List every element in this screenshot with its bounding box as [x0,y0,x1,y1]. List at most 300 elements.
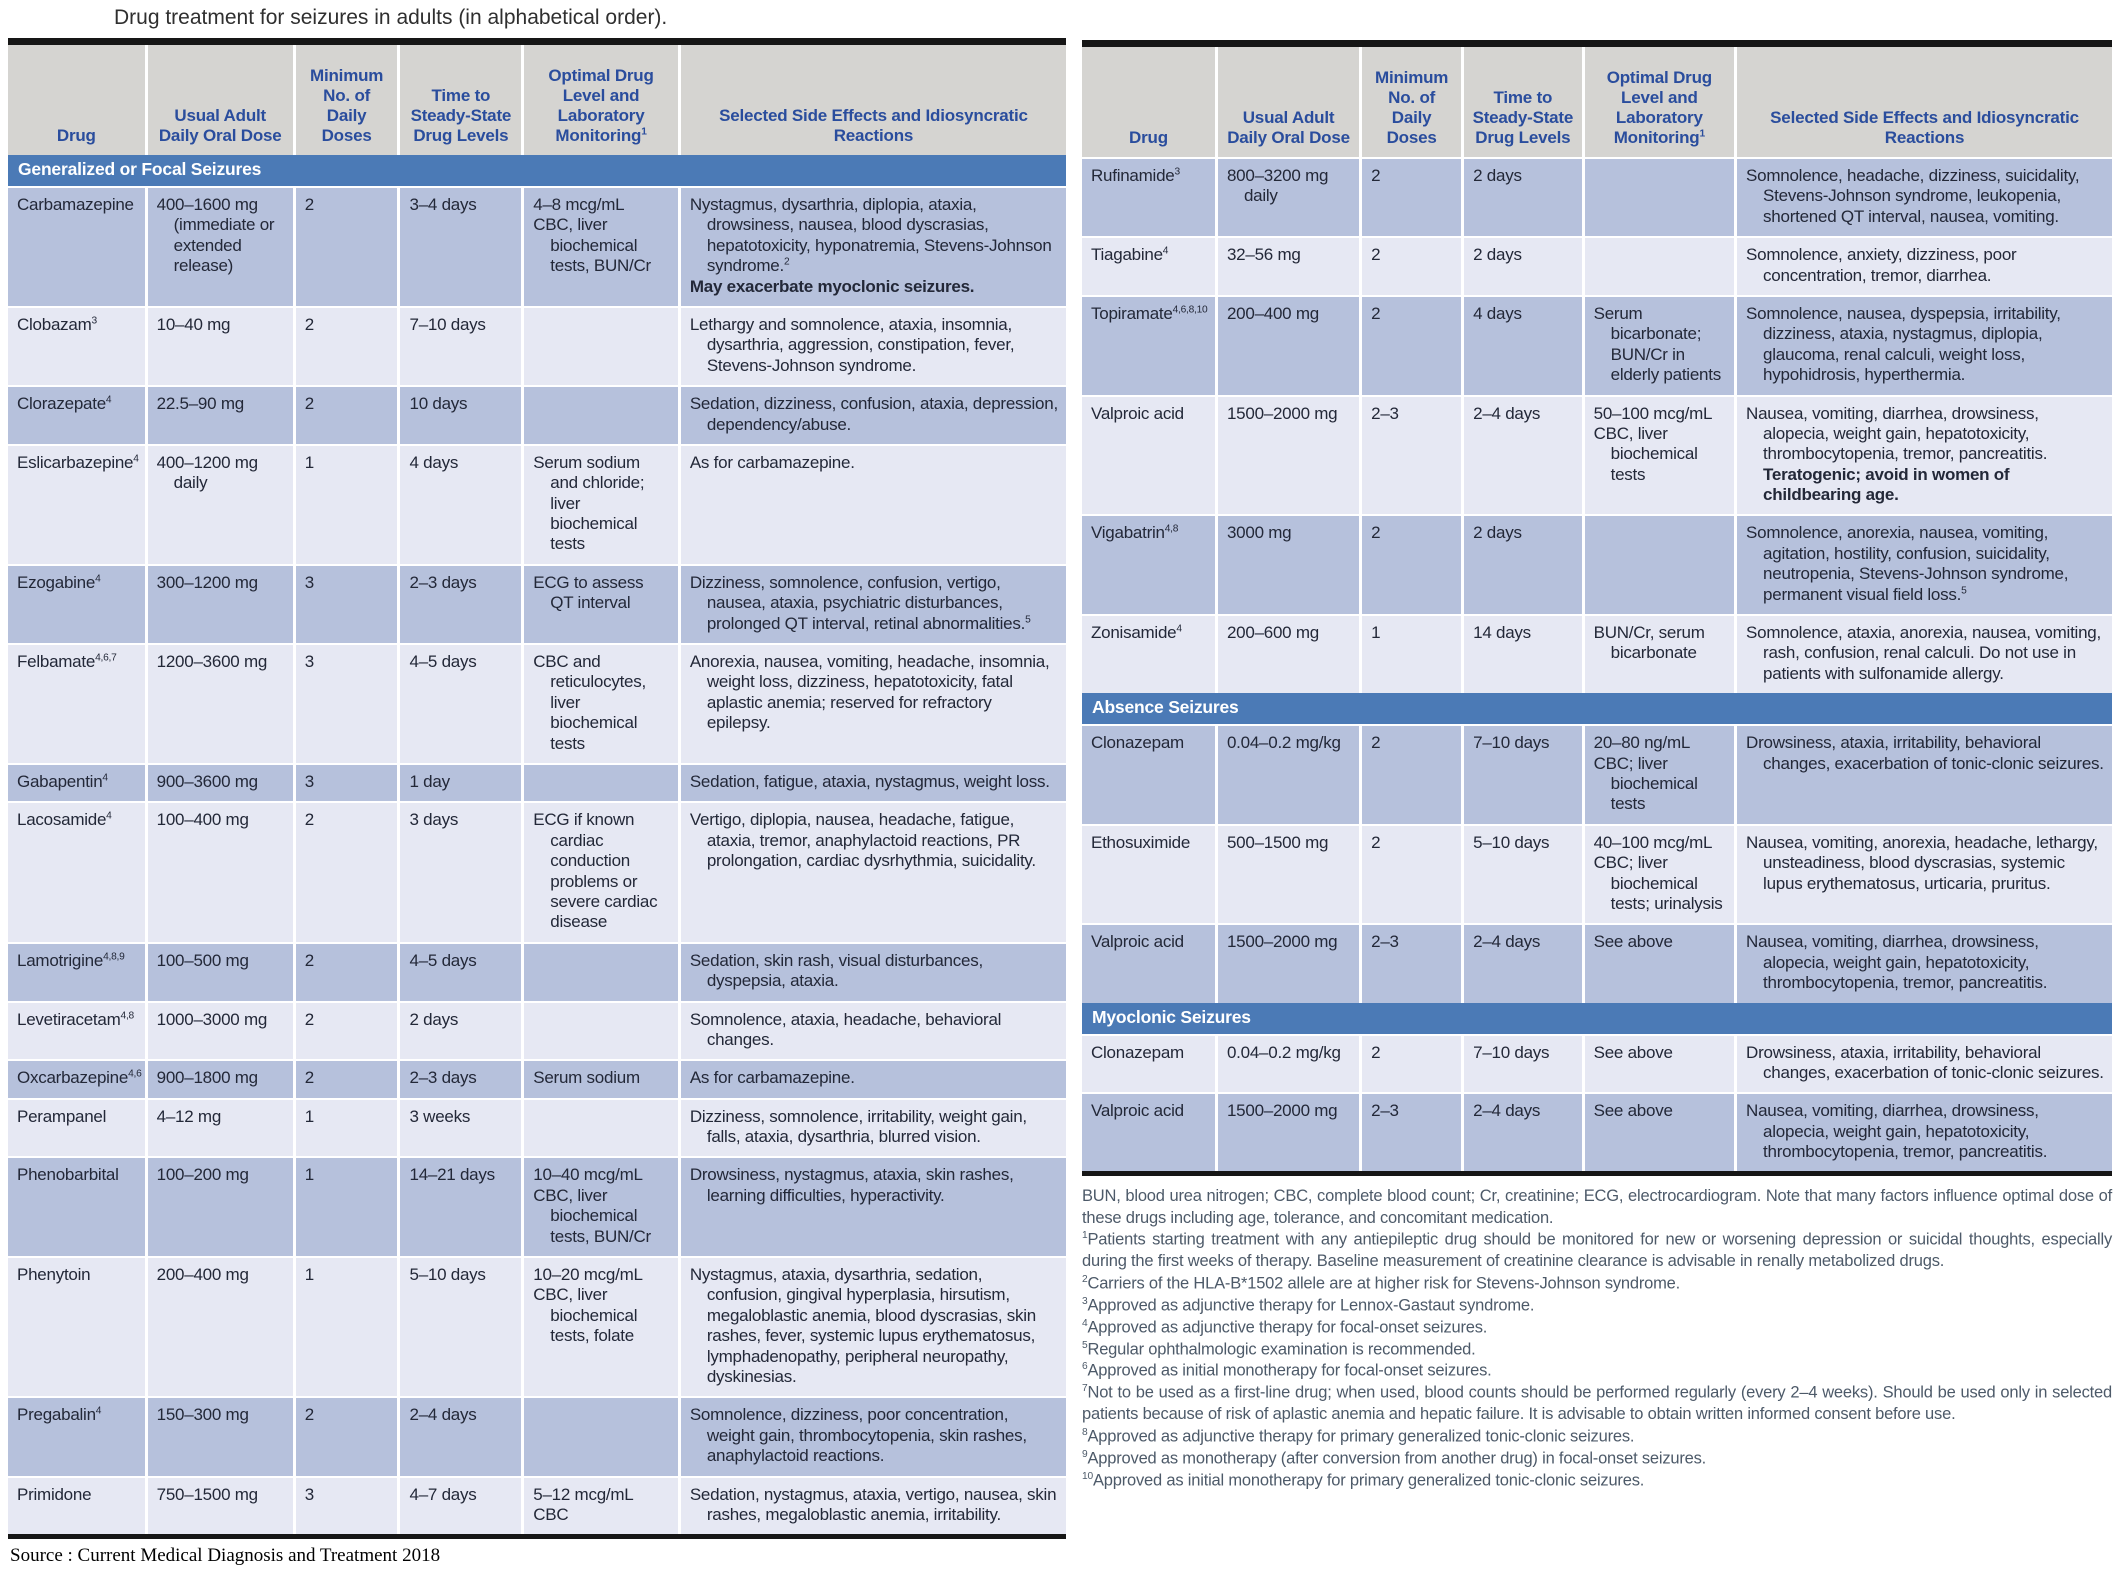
cell-text: 0.04–0.2 mg/kg [1226,1042,1341,1062]
steady-state-time-cell: 2–4 days [1464,1094,1585,1171]
dose-cell [148,765,296,801]
cell-text: CBC; liver biochemical tests; urinalysis [1593,853,1723,913]
cell-text: 200–600 mg [1226,623,1319,643]
dose-cell [148,803,296,941]
column-header [148,45,296,155]
column-header-label: Time to Steady-State Drug Levels [410,85,512,145]
steady-state-time-cell: 2 days [400,1003,524,1060]
side-effects-cell [1737,159,2112,236]
dose-cell [148,1258,296,1396]
side-effects-paragraph [690,1165,1058,1206]
table-row [8,306,1066,385]
side-effects-cell [681,1003,1066,1060]
side-effects-paragraph [1746,304,2104,386]
column-header [400,45,524,155]
side-effects-paragraph [1746,932,2104,993]
drug-name: Oxcarbazepine [17,1068,129,1088]
min-doses-cell: 2–3 [1362,1094,1464,1171]
dose-cell [1218,726,1362,824]
cell-text: CBC, liver biochemical tests, folate [533,1285,638,1346]
drug-name-cell: Clorazepate$^4$ [8,387,148,444]
side-effect-text: Somnolence, ataxia, anorexia, nausea, vomiting, rash, confusion, renal calculi. Do not use in patients with sulfonamide allergy. [1746,623,2101,683]
monitoring-cell [1585,397,1737,515]
monitoring-cell [524,1398,681,1475]
steady-state-time-cell: 2–4 days [1464,925,1585,1002]
table-row [1082,295,2112,395]
footnote-text: Patients starting treatment with any antiepileptic drug should be monitored for new or worsening depression or suicidal thoughts, especially during the first weeks of therapy. Baseline measurement of creatinine clearance is advisable in renally metabolized drugs. [1082,1230,2112,1271]
cell-text: 400–1200 mg daily [156,452,258,493]
side-effects-paragraph [1746,1101,2104,1162]
drug-name-cell: Zonisamide$^4$ [1082,616,1218,693]
table-row [1082,614,2112,693]
monitoring-cell [1585,616,1737,693]
cell-text: 4–12 mg [156,1106,222,1126]
drug-name: Primidone [17,1484,92,1504]
steady-state-time-cell: 10 days [400,387,524,444]
side-effects-cell [681,1478,1066,1535]
drug-name-cell: Tiagabine$^4$ [1082,238,1218,295]
column-header [1082,47,1218,157]
side-effect-text: Nausea, vomiting, diarrhea, drowsiness, alopecia, weight gain, hepatotoxicity, thrombocytopenia, tremor, pancreatitis. [1746,1101,2048,1162]
min-doses-cell: 1 [1362,616,1464,693]
steady-state-time-cell: 3–4 days [400,188,524,306]
drug-name: Perampanel [17,1106,107,1126]
steady-state-time-cell: 2–3 days [400,1061,524,1097]
column-header: Optimal Drug Level and Laboratory Monitoring$^1$ [524,45,681,155]
min-doses-cell: 1 [296,446,401,564]
side-effects-paragraph [690,772,1058,792]
cell-text: ECG to assess QT interval [533,572,644,613]
steady-state-time-cell: 2 days [1464,159,1585,236]
column-header-row [1082,47,2112,157]
side-effects-paragraph [690,1010,1058,1051]
steady-state-time-cell: 4 days [400,446,524,564]
table-row [8,1156,1066,1256]
column-header [1737,47,2112,157]
cell-text: BUN/Cr, serum bicarbonate [1593,623,1705,663]
min-doses-cell: 2 [296,188,401,306]
source-caption: Source : Current Medical Diagnosis and Treatment 2018 [10,1545,441,1567]
drug-name: Vigabatrin [1091,523,1165,543]
side-effect-text: Somnolence, dizziness, poor concentration, weight gain, thrombocytopenia, skin rashes, anaphylactoid reactions. [689,1405,1027,1466]
dose-cell [1218,238,1362,295]
side-effects-paragraph [690,1265,1058,1387]
cell-text: Serum sodium [533,1068,640,1088]
dose-cell [1218,159,1362,236]
side-effect-text: Nausea, vomiting, diarrhea, drowsiness, alopecia, weight gain, hepatotoxicity, thrombocytopenia, tremor, pancreatitis. [1746,932,2048,993]
drug-name-cell [1082,925,1218,1002]
side-effect-text: Drowsiness, ataxia, irritability, behavioral changes, exacerbation of tonic-clonic seizures. [1746,733,2104,773]
dose-cell [1218,1036,1362,1093]
side-effects-cell [1737,397,2112,515]
drug-name-cell: Lamotrigine$^{4,8,9}$ [8,944,148,1001]
monitoring-cell [1585,159,1737,236]
column-header [681,45,1066,155]
steady-state-time-cell: 3 weeks [400,1100,524,1157]
side-effect-text: Sedation, skin rash, visual disturbances, dyspepsia, ataxia. [689,950,983,991]
footnote-text: Approved as initial monotherapy for primary generalized tonic-clonic seizures. [1092,1471,1645,1490]
drug-name: Phenytoin [17,1265,91,1285]
steady-state-time-cell: 2–4 days [1464,397,1585,515]
side-effect-text: As for carbamazepine. [689,1068,855,1088]
table-bottom-border [1082,1171,2112,1176]
drug-name-cell [8,1478,148,1535]
section-header: Generalized or Focal Seizures [8,155,1066,186]
dose-cell [148,446,296,564]
side-effects-cell [1737,726,2112,824]
footnote-text: Approved as adjunctive therapy for Lennox-Gastaut syndrome. [1087,1296,1535,1315]
cell-text: 1500–2000 mg [1226,932,1338,952]
drug-name-cell [1082,1094,1218,1171]
monitoring-cell [524,1478,681,1535]
drug-name-cell [1082,397,1218,515]
drug-name: Levetiracetam [17,1009,121,1029]
cell-text: 4–8 mcg/mL [533,195,625,214]
cell-text: CBC; liver biochemical tests [1593,753,1698,814]
cell-text: ECG if known cardiac conduction problems or severe cardiac disease [533,810,658,932]
footnote-text: Approved as adjunctive therapy for primary generalized tonic-clonic seizures. [1087,1427,1635,1446]
drug-name: Valproic acid [1091,932,1184,952]
side-effects-paragraph [1746,166,2104,227]
footnote: $^5$Regular ophthalmologic examination is recommended. [1082,1339,1476,1359]
cell-text: Serum sodium and chloride; liver biochemical tests [533,452,645,554]
monitoring-cell [524,308,681,385]
cell-text: See above [1593,932,1673,952]
steady-state-time-cell: 1 day [400,765,524,801]
side-effects-cell [681,446,1066,564]
dose-cell [1218,297,1362,395]
drug-name-cell: Eslicarbazepine$^4$ [8,446,148,564]
steady-state-time-cell: 3 days [400,803,524,941]
min-doses-cell: 2 [296,944,401,1001]
cell-text: 900–3600 mg [156,771,258,791]
footnote-text: Approved as adjunctive therapy for focal-onset seizures. [1087,1318,1488,1337]
cell-text: CBC [533,1504,569,1524]
table-row [1082,724,2112,824]
steady-state-time-cell: 14–21 days [400,1158,524,1256]
column-header-label: Time to Steady-State Drug Levels [1472,87,1574,147]
drug-name: Zonisamide [1091,623,1177,643]
min-doses-cell: 2 [1362,726,1464,824]
cell-text: 900–1800 mg [156,1068,258,1088]
side-effects-paragraph: Dizziness, somnolence, confusion, vertigo, nausea, ataxia, psychiatric disturbances, prolonged QT interval, retinal abnormalities.$^5$ [689,572,1031,633]
side-effect-text: Lethargy and somnolence, ataxia, insomnia, dysarthria, aggression, constipation, fever, Stevens-Johnson syndrome. [689,314,1015,375]
min-doses-cell: 2 [296,1061,401,1097]
dose-cell [148,308,296,385]
min-doses-cell: 1 [296,1258,401,1396]
drug-name: Valproic acid [1091,403,1184,423]
side-effect-text: Nystagmus, dysarthria, diplopia, ataxia, drowsiness, nausea, blood dyscrasias, hepatotoxicity, hyponatremia, Stevens-Johnson syndrome. [689,195,1052,276]
table-top-border [8,38,1066,45]
footnote: $^9$Approved as monotherapy (after conversion from another drug) in focal-onset seizures. [1082,1448,1707,1468]
steady-state-time-cell: 2 days [1464,516,1585,614]
dose-cell [148,1158,296,1256]
footnote: $^4$Approved as adjunctive therapy for focal-onset seizures. [1082,1317,1488,1337]
side-effect-text: Vertigo, diplopia, nausea, headache, fatigue, ataxia, tremor, anaphylactoid reactions, PR prolongation, cardiac dysrhythmia, suicidality. [689,810,1036,871]
column-header [1362,47,1464,157]
drug-name: Clonazepam [1091,733,1184,753]
table-row [8,1476,1066,1535]
column-header [1218,47,1362,157]
table-row [8,564,1066,643]
table-row [8,1059,1066,1097]
side-effects-paragraph [1746,1043,2104,1084]
drug-name-cell [8,1158,148,1256]
side-effect-text: Somnolence, headache, dizziness, suicidality, Stevens-Johnson syndrome, leukopenia, shortened QT interval, nausea, vomiting. [1746,166,2080,226]
side-effect-text: Sedation, nystagmus, ataxia, vertigo, nausea, skin rashes, megaloblastic anemia, irritability. [689,1484,1057,1524]
table-row [1082,1034,2112,1093]
footnote: $^8$Approved as adjunctive therapy for primary generalized tonic-clonic seizures. [1082,1426,1635,1446]
drug-name: Clobazam [17,314,92,334]
dose-cell [148,645,296,763]
min-doses-cell: 2 [1362,1036,1464,1093]
side-effects-cell [1737,238,2112,295]
drug-name-cell: Oxcarbazepine$^{4,6}$ [8,1061,148,1097]
min-doses-cell: 2–3 [1362,925,1464,1002]
cell-text: 32–56 mg [1226,245,1301,265]
drug-name-cell: Gabapentin$^4$ [8,765,148,801]
side-effect-text: As for carbamazepine. [689,452,855,472]
side-effect-text: Drowsiness, ataxia, irritability, behavioral changes, exacerbation of tonic-clonic seizures. [1746,1042,2104,1082]
monitoring-cell [524,1061,681,1097]
side-effect-text: Sedation, dizziness, confusion, ataxia, depression, dependency/abuse. [689,394,1058,434]
page-title: Drug treatment for seizures in adults (in alphabetical order). [114,6,668,29]
column-header-label: Drug [1129,127,1168,147]
side-effects-cell [681,308,1066,385]
drug-name: Valproic acid [1091,1101,1184,1121]
monitoring-cell [524,1258,681,1396]
monitoring-cell [524,1003,681,1060]
table-row [8,1001,1066,1060]
side-effect-text: Somnolence, ataxia, headache, behavioral changes. [689,1009,1002,1049]
side-effect-text: Somnolence, anxiety, dizziness, poor concentration, tremor, diarrhea. [1746,245,2017,285]
cell-text: 10–40 mg [156,314,231,334]
footnote: $^3$Approved as adjunctive therapy for Lennox-Gastaut syndrome. [1082,1295,1535,1315]
side-effects-cell [1737,297,2112,395]
side-effects-cell [1737,516,2112,614]
table-row [8,942,1066,1001]
cell-text: 200–400 mg [156,1265,249,1285]
drug-name-cell [1082,1036,1218,1093]
dose-cell [148,1061,296,1097]
table-row [1082,824,2112,924]
side-effects-paragraph [1746,404,2104,506]
table-row [1082,236,2112,295]
side-effect-text: Nystagmus, ataxia, dysarthria, sedation, confusion, gingival hyperplasia, hirsutism, megaloblastic anemia, blood dyscrasias, skin rashes, fever, systemic lupus erythematosus, lymphadenopathy, peripheral neuropathy, dyskinesias. [689,1265,1037,1386]
side-effect-warning-text: Teratogenic; avoid in women of childbearing age. [1763,464,2010,505]
drug-name-cell [1082,826,1218,924]
column-header [8,45,148,155]
side-effects-cell [681,645,1066,763]
dose-cell [148,1003,296,1060]
side-effects-cell [681,1398,1066,1475]
drug-name-cell: Vigabatrin$^{4,8}$ [1082,516,1218,614]
cell-text: 50–100 mcg/mL [1593,403,1713,423]
monitoring-cell [524,566,681,643]
side-effects-paragraph [690,1405,1058,1466]
min-doses-cell: 3 [296,765,401,801]
drug-name-cell: Clobazam$^3$ [8,308,148,385]
min-doses-cell: 3 [296,645,401,763]
min-doses-cell: 2 [1362,297,1464,395]
side-effect-text: Anorexia, nausea, vomiting, headache, insomnia, weight loss, dizziness, hepatotoxicity, fatal aplastic anemia; reserved for refractory epilepsy. [689,652,1050,733]
column-header-label: Optimal Drug Level and Laboratory Monitoring [1606,67,1712,147]
side-effects-paragraph [690,1485,1058,1526]
column-header-label: Drug [56,125,96,145]
column-header-label: Selected Side Effects and Idiosyncratic Reactions [1770,107,2079,147]
cell-text: CBC, liver biochemical tests [1593,423,1698,484]
side-effect-text: Sedation, fatigue, ataxia, nystagmus, weight loss. [689,771,1050,791]
drug-name-cell: Topiramate$^{4,6,8,10}$ [1082,297,1218,395]
steady-state-time-cell: 4–5 days [400,944,524,1001]
side-effects-paragraph [690,277,1058,297]
dose-cell [148,188,296,306]
cell-text: 500–1500 mg [1226,832,1329,852]
dose-cell [1218,925,1362,1002]
drug-name-cell: Levetiracetam$^{4,8}$ [8,1003,148,1060]
side-effects-paragraph: Somnolence, anorexia, nausea, vomiting, agitation, hostility, confusion, suicidality, neutropenia, Stevens-Johnson syndrome, permanent visual field loss.$^5$ [1746,523,2069,604]
cell-text: 750–1500 mg [156,1484,258,1504]
cell-text: See above [1593,1101,1673,1121]
dose-cell [1218,397,1362,515]
side-effects-paragraph [690,315,1058,376]
footnote [1082,1186,2112,1229]
steady-state-time-cell: 5–10 days [1464,826,1585,924]
dose-cell [1218,1094,1362,1171]
table-row [1082,514,2112,614]
drug-name-cell [8,1100,148,1157]
min-doses-cell: 2 [296,1398,401,1475]
min-doses-cell: 2 [1362,238,1464,295]
side-effects-cell [681,1258,1066,1396]
side-effects-paragraph [1746,245,2104,286]
footnote-text: Carriers of the HLA-B*1502 allele are at higher risk for Stevens-Johnson syndrome. [1087,1274,1681,1293]
side-effects-paragraph [690,951,1058,992]
side-effects-paragraph [1746,623,2104,684]
drug-name-cell [1082,726,1218,824]
min-doses-cell: 3 [296,566,401,643]
side-effect-warning-text: May exacerbate myoclonic seizures. [689,276,975,296]
dose-cell [148,387,296,444]
min-doses-cell: 2 [296,308,401,385]
cell-text: 3000 mg [1226,523,1292,543]
cell-text: 22.5–90 mg [156,394,244,414]
cell-text: 100–400 mg [156,810,249,830]
column-header-label: Minimum No. of Daily Doses [1375,67,1449,147]
cell-text: 1000–3000 mg [156,1009,268,1029]
side-effects-paragraph [1746,833,2104,894]
footnote: $^2$Carriers of the HLA-B*1502 allele are at higher risk for Stevens-Johnson syndrome. [1082,1273,1681,1293]
side-effect-text: Drowsiness, nystagmus, ataxia, skin rashes, learning difficulties, hyperactivity. [689,1165,1014,1205]
drug-name-cell: Ezogabine$^4$ [8,566,148,643]
monitoring-cell [1585,1036,1737,1093]
monitoring-cell [524,645,681,763]
drug-name: Ezogabine [17,572,96,592]
footnote-text: Not to be used as a first-line drug; when used, blood counts should be performed regularly (every 2–4 weeks). Should be used only in selected patients because of risk of aplastic anemia and hepatic failure. It is advisable to obtain written informed consent before use. [1082,1383,2112,1424]
left-table-column [8,6,1066,1586]
side-effects-cell [681,1061,1066,1097]
table-row [1082,395,2112,515]
monitoring-cell [1585,1094,1737,1171]
table-row [8,1396,1066,1475]
min-doses-cell: 3 [296,1478,401,1535]
steady-state-time-cell: 4–7 days [400,1478,524,1535]
side-effect-text: Somnolence, nausea, dyspepsia, irritability, dizziness, ataxia, nystagmus, diplopia, glaucoma, renal calculi, weight loss, hypohidrosis, hyperthermia. [1746,303,2061,385]
monitoring-cell [524,944,681,1001]
drug-name: Carbamazepine [17,195,134,214]
drug-name: Topiramate [1091,303,1173,323]
cell-text: CBC and reticulocytes, liver biochemical tests [533,652,646,753]
side-effects-paragraph [1746,733,2104,774]
steady-state-time-cell: 4 days [1464,297,1585,395]
table-row [8,763,1066,801]
steady-state-time-cell: 2–3 days [400,566,524,643]
column-header-label: Usual Adult Daily Oral Dose [158,105,282,145]
steady-state-time-cell: 7–10 days [400,308,524,385]
column-header-row [8,45,1066,155]
footnote-text: BUN, blood urea nitrogen; CBC, complete blood count; Cr, creatinine; ECG, electrocardiogram. Note that many factors influence optimal dose of these drugs including age, tolerance, and concomitant medication. [1082,1187,2112,1227]
seizure-drug-table-right [1082,40,2112,1176]
drug-name: Lacosamide [17,810,107,830]
side-effect-text: Somnolence, anorexia, nausea, vomiting, agitation, hostility, confusion, suicidality, neutropenia, Stevens-Johnson syndrome, permanent visual field loss. [1746,523,2069,604]
drug-name: Phenobarbital [17,1165,119,1185]
cell-text: 10–40 mcg/mL [533,1165,643,1185]
drug-name-cell: Rufinamide$^3$ [1082,159,1218,236]
cell-text: 100–500 mg [156,950,249,970]
side-effect-text: Nausea, vomiting, anorexia, headache, lethargy, unsteadiness, blood dyscrasias, systemic lupus erythematosus, urticaria, pruritus. [1746,832,2098,893]
side-effects-paragraph [690,652,1058,734]
steady-state-time-cell: 7–10 days [1464,1036,1585,1093]
monitoring-cell [1585,516,1737,614]
drug-name: Rufinamide [1091,166,1175,185]
seizure-drug-table-left [8,38,1066,1539]
dose-cell [148,1100,296,1157]
section-header: Myoclonic Seizures [1082,1003,2112,1034]
drug-name-cell: Felbamate$^{4,6,7}$ [8,645,148,763]
footnotes [1082,1186,2112,1491]
cell-text: Serum bicarbonate; BUN/Cr in elderly patients [1593,303,1721,385]
cell-text: 1200–3600 mg [156,652,268,672]
monitoring-cell [524,803,681,941]
steady-state-time-cell: 4–5 days [400,645,524,763]
min-doses-cell: 2 [296,803,401,941]
footnote: $^6$Approved as initial monotherapy for focal-onset seizures. [1082,1361,1492,1380]
side-effects-cell [681,1158,1066,1256]
side-effects-cell [1737,1036,2112,1093]
table-row [8,186,1066,306]
drug-name: Ethosuximide [1091,832,1191,852]
column-header-label: Usual Adult Daily Oral Dose [1227,107,1350,147]
min-doses-cell: 1 [296,1158,401,1256]
cell-text: 1500–2000 mg [1226,403,1338,423]
footnote-text: Approved as initial monotherapy for focal-onset seizures. [1087,1361,1492,1380]
side-effects-paragraph: Nystagmus, dysarthria, diplopia, ataxia, drowsiness, nausea, blood dyscrasias, hepatotoxicity, hyponatremia, Stevens-Johnson syndrome.$^2$ [689,195,1052,276]
footnote: $^{10}$Approved as initial monotherapy for primary generalized tonic-clonic seizures. [1082,1470,1645,1490]
dose-cell [1218,616,1362,693]
side-effects-cell [1737,925,2112,1002]
drug-name-cell: Lacosamide$^4$ [8,803,148,941]
side-effects-cell [1737,826,2112,924]
drug-name-cell [8,1258,148,1396]
min-doses-cell: 2 [1362,826,1464,924]
cell-text: 150–300 mg [156,1405,249,1425]
side-effect-text: Dizziness, somnolence, irritability, weight gain, falls, ataxia, dysarthria, blurred vision. [689,1106,1027,1147]
monitoring-cell [1585,925,1737,1002]
drug-name: Clorazepate [17,394,106,414]
drug-name: Felbamate [17,652,96,672]
cell-text: 40–100 mcg/mL [1593,832,1713,852]
side-effects-cell [681,387,1066,444]
